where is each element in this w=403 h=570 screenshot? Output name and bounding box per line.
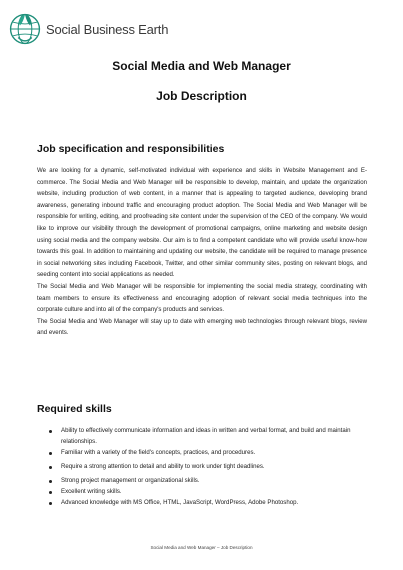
list-item: Strong project management or organizational skills.: [48, 476, 370, 487]
paragraph: The Social Media and Web Manager will stay up to date with emerging web technologies through relevant blogs, review and events.: [37, 317, 367, 337]
responsibilities-text: [37, 165, 367, 339]
page-footer: Social Media and Web Manager – Job Description: [150, 545, 253, 550]
section-heading-responsibilities: Job specification and responsibilities: [37, 143, 225, 155]
skills-list: [48, 426, 370, 509]
list-item: Require a strong attention to detail and ability to work under tight deadlines.: [48, 462, 370, 473]
globe-leaf-logo: [8, 12, 42, 46]
list-item: Familiar with a variety of the field's concepts, practices, and procedures.: [48, 448, 370, 459]
paragraph: We are looking for a dynamic, self-motivated individual with experience and skills in Website Management and E-commerce. The Social Media and Web Manager will be responsible to develop, maintain, and update the organization website, including production of web content, in a manner that is appealing to targeted audience, developing brand awareness, generating inbound traffic and encouraging product adoption. The Social Media and Web Manager will be responsible for writing, editing, and proofreading site content under the supervision of the CEO of the company. We would like to improve our visibility through the development of promotional campaigns, online marketing and website design using social media and the company website. Our aim is to find a competent candidate who will provide useful know-how towards this goal. In addition to maintaining and updating our website, the candidate will be required to manage presence in social networking sites including Facebook, Twitter, and other similar community sites, posting on relevant blogs, and seeding content into social applications as needed.: [37, 167, 367, 279]
organization-name: Social Business Earth: [46, 22, 169, 37]
list-item: Advanced knowledge with MS Office, HTML, JavaScript, WordPress, Adobe Photoshop.: [48, 498, 370, 509]
paragraph: The Social Media and Web Manager will be responsible for implementing the social media strategy, coordinating with team members to ensure its effectiveness and encouraging adoption of relevant social media techniques into the corporate culture and into all of the company's products and services.: [37, 282, 367, 314]
list-item: Excellent writing skills.: [48, 487, 370, 498]
list-item: Ability to effectively communicate information and ideas in written and verbal format, and build and maintain relationships.: [48, 426, 370, 448]
section-heading-skills: Required skills: [37, 403, 112, 415]
document-subtitle: Job Description: [156, 89, 247, 103]
job-title: Social Media and Web Manager: [112, 59, 291, 73]
